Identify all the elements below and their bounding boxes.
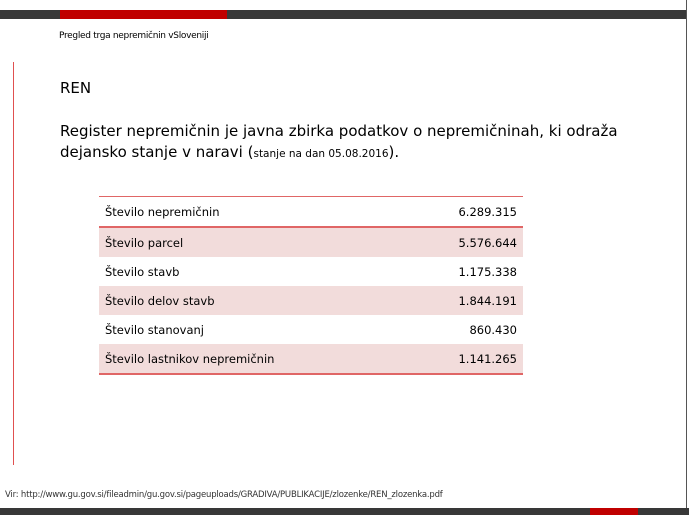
table-row (99, 344, 523, 374)
source-citation: Vir: http://www.gu.gov.si/fileadmin/gu.gov.si/pageuploads/GRADIVA/PUBLIKACIJE/zlozenke/REN_zlozenka.pdf (5, 490, 443, 500)
slide-body (60, 121, 620, 165)
row-label: Število lastnikov nepremičnin (99, 344, 404, 374)
right-divider (686, 0, 687, 508)
bottom-bar-accent (590, 508, 638, 515)
body-date-note: stanje na dan 05.08.2016 (253, 148, 389, 160)
slide-title: REN (60, 79, 92, 97)
row-value: 1.141.265 (404, 344, 523, 374)
row-label: Število stavb (105, 264, 180, 279)
table-row (99, 286, 523, 315)
table-row (99, 197, 523, 228)
body-text-end: ). (388, 143, 400, 161)
row-label: Število nepremičnin (99, 197, 404, 228)
left-accent-line (13, 62, 14, 465)
body-text: Register nepremičnin je javna zbirka podatkov o nepremičninah, ki odraža dejansko stanje v naravi ( (60, 122, 618, 161)
row-label: Število delov stavb (99, 286, 404, 315)
row-value: 860.430 (469, 322, 517, 337)
row-value: 6.289.315 (404, 197, 523, 228)
table-row (99, 227, 523, 257)
slide-header: Pregled trga nepremičnin vSloveniji (59, 31, 209, 41)
statistics-table (99, 196, 523, 375)
row-value: 5.576.644 (404, 227, 523, 257)
row-value: 1.175.338 (458, 264, 517, 279)
table-row (99, 315, 523, 344)
row-value: 1.844.191 (404, 286, 523, 315)
row-label: Število stanovanj (105, 322, 204, 337)
top-bar-accent (60, 10, 227, 19)
top-bar (0, 10, 687, 19)
bottom-bar (0, 508, 689, 515)
row-label: Število parcel (99, 227, 404, 257)
table-row (99, 257, 523, 286)
